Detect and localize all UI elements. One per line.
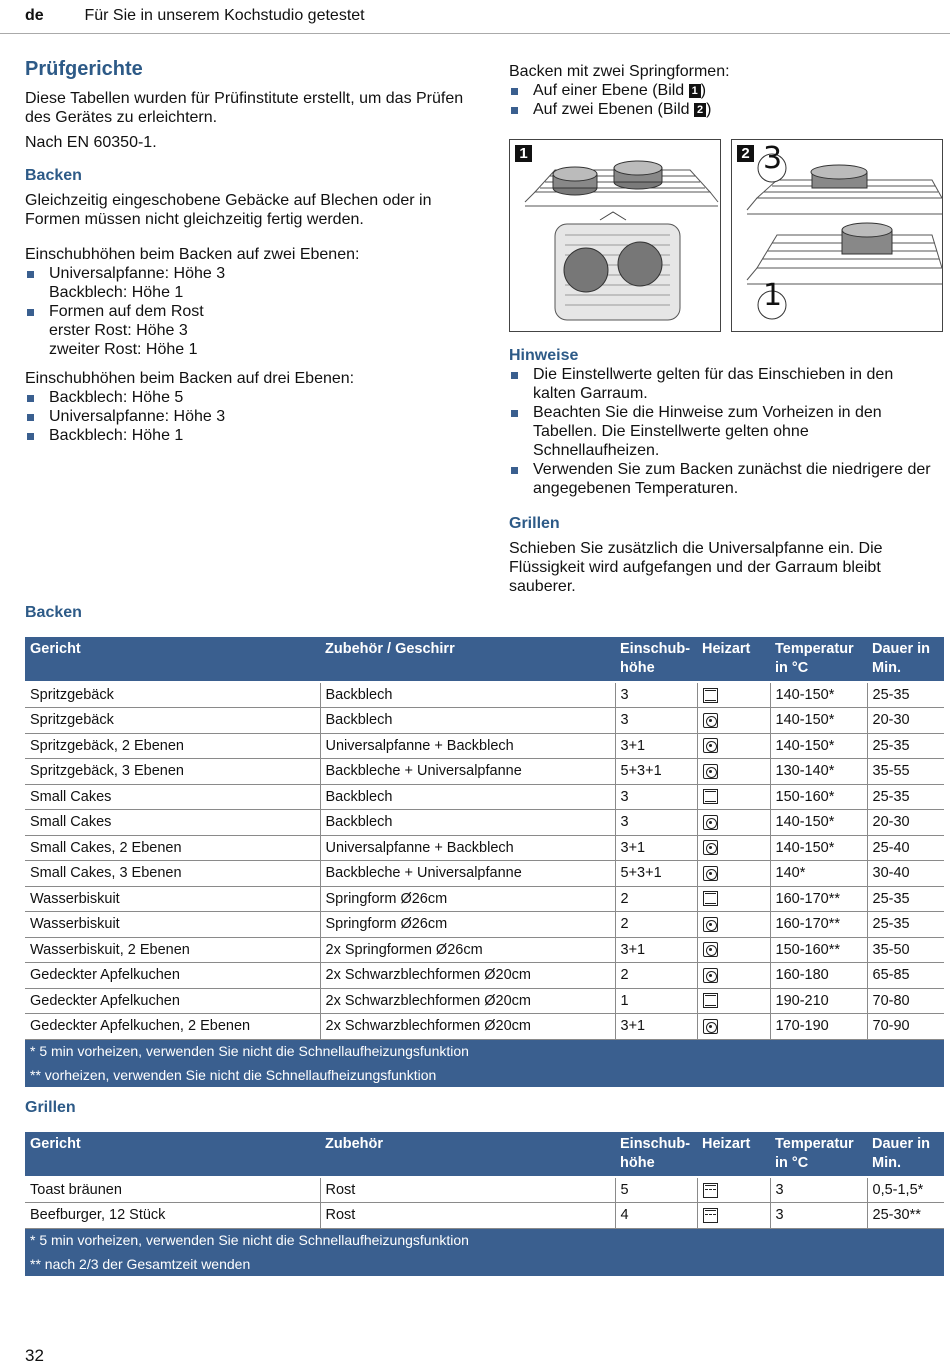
cell-temperature: 3 <box>770 1203 867 1229</box>
col-header-dauer: Dauer in Min. <box>867 1132 944 1177</box>
cell-level: 3+1 <box>615 835 697 861</box>
figure-two-levels <box>731 139 943 332</box>
footnote-row <box>25 1063 944 1087</box>
list-item: Formen auf dem Rost erster Rost: Höhe 3 zweiter Rost: Höhe 1 <box>25 302 465 359</box>
table-row <box>25 1177 944 1203</box>
cell-accessory: Universalpfanne + Backblech <box>320 733 615 759</box>
col-header-zubehoer: Zubehör / Geschirr <box>320 637 615 682</box>
cell-accessory: 2x Springformen Ø26cm <box>320 937 615 963</box>
table-row <box>25 937 944 963</box>
cell-level: 3 <box>615 682 697 708</box>
cell-accessory: 2x Schwarzblechformen Ø20cm <box>320 988 615 1014</box>
fan-heating-icon <box>703 713 718 728</box>
cell-level: 5+3+1 <box>615 861 697 887</box>
cell-dish: Beefburger, 12 Stück <box>25 1203 320 1229</box>
cell-dish: Wasserbiskuit <box>25 886 320 912</box>
list-item: Auf einer Ebene (Bild 1 ) <box>509 81 939 100</box>
table-row <box>25 835 944 861</box>
cell-temperature: 140-150* <box>770 810 867 836</box>
cell-dish: Wasserbiskuit <box>25 912 320 938</box>
cell-level: 5 <box>615 1177 697 1203</box>
footnote-row <box>25 1228 944 1252</box>
table-row <box>25 708 944 734</box>
list-item: Backblech: Höhe 1 <box>25 426 465 445</box>
cell-duration: 35-55 <box>867 759 944 785</box>
cell-accessory: Backblech <box>320 810 615 836</box>
cell-dish: Small Cakes <box>25 810 320 836</box>
cell-heating-mode <box>697 810 770 836</box>
table-row <box>25 733 944 759</box>
cell-dish: Spritzgebäck <box>25 708 320 734</box>
two-levels-title: Einschubhöhen beim Backen auf zwei Ebenen: <box>25 246 360 263</box>
cell-accessory: Universalpfanne + Backblech <box>320 835 615 861</box>
table-row <box>25 682 944 708</box>
cell-duration: 25-30** <box>867 1203 944 1229</box>
cell-dish: Gedeckter Apfelkuchen <box>25 988 320 1014</box>
cell-temperature: 140-150* <box>770 733 867 759</box>
cell-accessory: Springform Ø26cm <box>320 912 615 938</box>
backen-text: Gleichzeitig eingeschobene Gebäcke auf Blechen oder in Formen müssen nicht gleichzeitig fertig werden. <box>25 192 432 228</box>
cell-duration: 35-50 <box>867 937 944 963</box>
table-row <box>25 886 944 912</box>
cell-duration: 30-40 <box>867 861 944 887</box>
cell-temperature: 140-150* <box>770 835 867 861</box>
cell-dish: Toast bräunen <box>25 1177 320 1203</box>
cell-accessory: Backbleche + Universalpfanne <box>320 759 615 785</box>
cell-dish: Spritzgebäck <box>25 682 320 708</box>
cell-duration: 20-30 <box>867 810 944 836</box>
col-header-temperatur: Temperatur in °C <box>770 1132 867 1177</box>
hinweise-list <box>509 365 939 498</box>
cell-temperature: 160-170** <box>770 912 867 938</box>
three-levels-title: Einschubhöhen beim Backen auf drei Ebenen: <box>25 370 355 387</box>
cell-duration: 25-35 <box>867 682 944 708</box>
col-header-gericht: Gericht <box>25 1132 320 1177</box>
col-header-einschubhoehe: Einschub- höhe <box>615 637 697 682</box>
cell-heating-mode <box>697 682 770 708</box>
grillen-table <box>25 1132 944 1276</box>
cell-dish: Gedeckter Apfelkuchen, 2 Ebenen <box>25 1014 320 1040</box>
list-item: Verwenden Sie zum Backen zunächst die niedrigere der angegebenen Temperaturen. <box>509 460 939 498</box>
three-levels-list <box>25 388 465 445</box>
cell-heating-mode <box>697 937 770 963</box>
table-row <box>25 912 944 938</box>
table-header-row <box>25 1132 944 1177</box>
cell-dish: Wasserbiskuit, 2 Ebenen <box>25 937 320 963</box>
cell-level: 3+1 <box>615 937 697 963</box>
backen-table-body <box>25 682 944 1087</box>
cell-level: 3 <box>615 708 697 734</box>
top-bottom-heating-icon <box>703 789 718 804</box>
list-item: Auf zwei Ebenen (Bild 2 ) <box>509 100 939 119</box>
figure-number-badge: 2 <box>737 145 754 162</box>
cell-accessory: 2x Schwarzblechformen Ø20cm <box>320 1014 615 1040</box>
cell-accessory: Backblech <box>320 682 615 708</box>
list-item: Backblech: Höhe 5 <box>25 388 465 407</box>
table-row <box>25 1014 944 1040</box>
springform-list <box>509 81 939 119</box>
cell-duration: 25-40 <box>867 835 944 861</box>
table-row <box>25 759 944 785</box>
cell-dish: Small Cakes, 3 Ebenen <box>25 861 320 887</box>
fan-heating-icon <box>703 917 718 932</box>
cell-heating-mode <box>697 835 770 861</box>
cell-temperature: 130-140* <box>770 759 867 785</box>
cell-dish: Small Cakes, 2 Ebenen <box>25 835 320 861</box>
cell-duration: 70-80 <box>867 988 944 1014</box>
section-heading-pruefgerichte: Prüfgerichte <box>25 58 143 80</box>
cell-heating-mode <box>697 1014 770 1040</box>
list-item: Universalpfanne: Höhe 3 <box>25 407 465 426</box>
figures <box>509 139 939 334</box>
table-row <box>25 963 944 989</box>
cell-temperature: 170-190 <box>770 1014 867 1040</box>
cell-level: 2 <box>615 912 697 938</box>
cell-duration: 0,5-1,5* <box>867 1177 944 1203</box>
cell-duration: 70-90 <box>867 1014 944 1040</box>
fan-heating-icon <box>703 968 718 983</box>
col-header-einschubhoehe: Einschub- höhe <box>615 1132 697 1177</box>
cell-duration: 25-35 <box>867 912 944 938</box>
table-row <box>25 784 944 810</box>
grillen-table-body <box>25 1177 944 1276</box>
level-label-bottom: 1 <box>763 278 783 313</box>
table-row <box>25 1203 944 1229</box>
right-column <box>509 62 939 602</box>
cell-accessory: Backbleche + Universalpfanne <box>320 861 615 887</box>
table-row <box>25 810 944 836</box>
col-header-temperatur: Temperatur in °C <box>770 637 867 682</box>
header-title: Für Sie in unserem Kochstudio getestet <box>84 7 365 24</box>
footnote: * 5 min vorheizen, verwenden Sie nicht die Schnellaufheizungsfunktion <box>25 1039 944 1063</box>
footnote-row <box>25 1252 944 1276</box>
fan-heating-icon <box>703 738 718 753</box>
cell-duration: 25-35 <box>867 886 944 912</box>
springform-title: Backen mit zwei Springformen: <box>509 63 730 80</box>
footnote: ** nach 2/3 der Gesamtzeit wenden <box>25 1252 944 1276</box>
cell-level: 4 <box>615 1203 697 1229</box>
cell-heating-mode <box>697 963 770 989</box>
cell-level: 2 <box>615 963 697 989</box>
norm-text: Nach EN 60350-1. <box>25 134 157 151</box>
cell-heating-mode <box>697 1203 770 1229</box>
col-header-heizart: Heizart <box>697 637 770 682</box>
backen-table-title: Backen <box>25 604 82 621</box>
figure-one-level <box>509 139 721 332</box>
intro-text: Diese Tabellen wurden für Prüfinstitute erstellt, um das Prüfen des Gerätes zu erleichtern. <box>25 90 464 126</box>
cell-level: 3 <box>615 784 697 810</box>
cell-accessory: Backblech <box>320 708 615 734</box>
list-item: Beachten Sie die Hinweise zum Vorheizen in den Tabellen. Die Einstellwerte gelten ohne Schnellaufheizen. <box>509 403 939 460</box>
grillen-table-title: Grillen <box>25 1099 76 1116</box>
cell-dish: Spritzgebäck, 3 Ebenen <box>25 759 320 785</box>
hinweise-heading: Hinweise <box>509 347 579 364</box>
backen-table <box>25 637 944 1087</box>
grillen-heading: Grillen <box>509 515 560 532</box>
page-number: 32 <box>25 1346 44 1365</box>
cell-level: 3+1 <box>615 1014 697 1040</box>
footnote-row <box>25 1039 944 1063</box>
cell-heating-mode <box>697 886 770 912</box>
cell-temperature: 3 <box>770 1177 867 1203</box>
grill-heating-icon <box>703 1183 718 1198</box>
cell-temperature: 140-150* <box>770 682 867 708</box>
table-row <box>25 988 944 1014</box>
cell-dish: Small Cakes <box>25 784 320 810</box>
fan-heating-icon <box>703 942 718 957</box>
top-bottom-heating-icon <box>703 993 718 1008</box>
cell-temperature: 150-160** <box>770 937 867 963</box>
header-divider <box>0 33 950 34</box>
table-header-row <box>25 637 944 682</box>
cell-heating-mode <box>697 759 770 785</box>
list-item: Die Einstellwerte gelten für das Einschieben in den kalten Garraum. <box>509 365 939 403</box>
cell-heating-mode <box>697 784 770 810</box>
cell-temperature: 140-150* <box>770 708 867 734</box>
cell-accessory: 2x Schwarzblechformen Ø20cm <box>320 963 615 989</box>
col-header-gericht: Gericht <box>25 637 320 682</box>
cell-temperature: 190-210 <box>770 988 867 1014</box>
cell-level: 1 <box>615 988 697 1014</box>
grill-heating-icon <box>703 1208 718 1223</box>
language-code: de <box>25 7 44 24</box>
footnote: * 5 min vorheizen, verwenden Sie nicht die Schnellaufheizungsfunktion <box>25 1228 944 1252</box>
cell-level: 3+1 <box>615 733 697 759</box>
top-bottom-heating-icon <box>703 891 718 906</box>
cell-heating-mode <box>697 1177 770 1203</box>
oven-rack-illustration <box>510 140 722 333</box>
cell-temperature: 150-160* <box>770 784 867 810</box>
left-column <box>25 60 465 445</box>
cell-level: 2 <box>615 886 697 912</box>
cell-accessory: Backblech <box>320 784 615 810</box>
fan-heating-icon <box>703 815 718 830</box>
cell-level: 5+3+1 <box>615 759 697 785</box>
figure-number-badge: 1 <box>515 145 532 162</box>
cell-temperature: 140* <box>770 861 867 887</box>
cell-temperature: 160-170** <box>770 886 867 912</box>
cell-heating-mode <box>697 708 770 734</box>
fan-heating-icon <box>703 1019 718 1034</box>
cell-heating-mode <box>697 733 770 759</box>
list-item: Universalpfanne: Höhe 3 Backblech: Höhe 1 <box>25 264 465 302</box>
cell-accessory: Rost <box>320 1203 615 1229</box>
cell-duration: 25-35 <box>867 733 944 759</box>
cell-heating-mode <box>697 988 770 1014</box>
fan-heating-icon <box>703 866 718 881</box>
cell-dish: Gedeckter Apfelkuchen <box>25 963 320 989</box>
cell-accessory: Rost <box>320 1177 615 1203</box>
top-bottom-heating-icon <box>703 688 718 703</box>
cell-heating-mode <box>697 912 770 938</box>
table-row <box>25 861 944 887</box>
col-header-dauer: Dauer in Min. <box>867 637 944 682</box>
page-header <box>25 7 365 25</box>
fan-heating-icon <box>703 764 718 779</box>
cell-dish: Spritzgebäck, 2 Ebenen <box>25 733 320 759</box>
cell-duration: 65-85 <box>867 963 944 989</box>
cell-heating-mode <box>697 861 770 887</box>
col-header-zubehoer: Zubehör <box>320 1132 615 1177</box>
fan-heating-icon <box>703 840 718 855</box>
grillen-text: Schieben Sie zusätzlich die Universalpfanne ein. Die Flüssigkeit wird aufgefangen und der Garraum bleibt sauberer. <box>509 540 883 595</box>
footnote: ** vorheizen, verwenden Sie nicht die Schnellaufheizungsfunktion <box>25 1063 944 1087</box>
backen-heading: Backen <box>25 167 82 184</box>
cell-temperature: 160-180 <box>770 963 867 989</box>
two-levels-list <box>25 264 465 359</box>
level-label-top: 3 <box>763 141 783 176</box>
cell-accessory: Springform Ø26cm <box>320 886 615 912</box>
cell-level: 3 <box>615 810 697 836</box>
col-header-heizart: Heizart <box>697 1132 770 1177</box>
cell-duration: 20-30 <box>867 708 944 734</box>
cell-duration: 25-35 <box>867 784 944 810</box>
